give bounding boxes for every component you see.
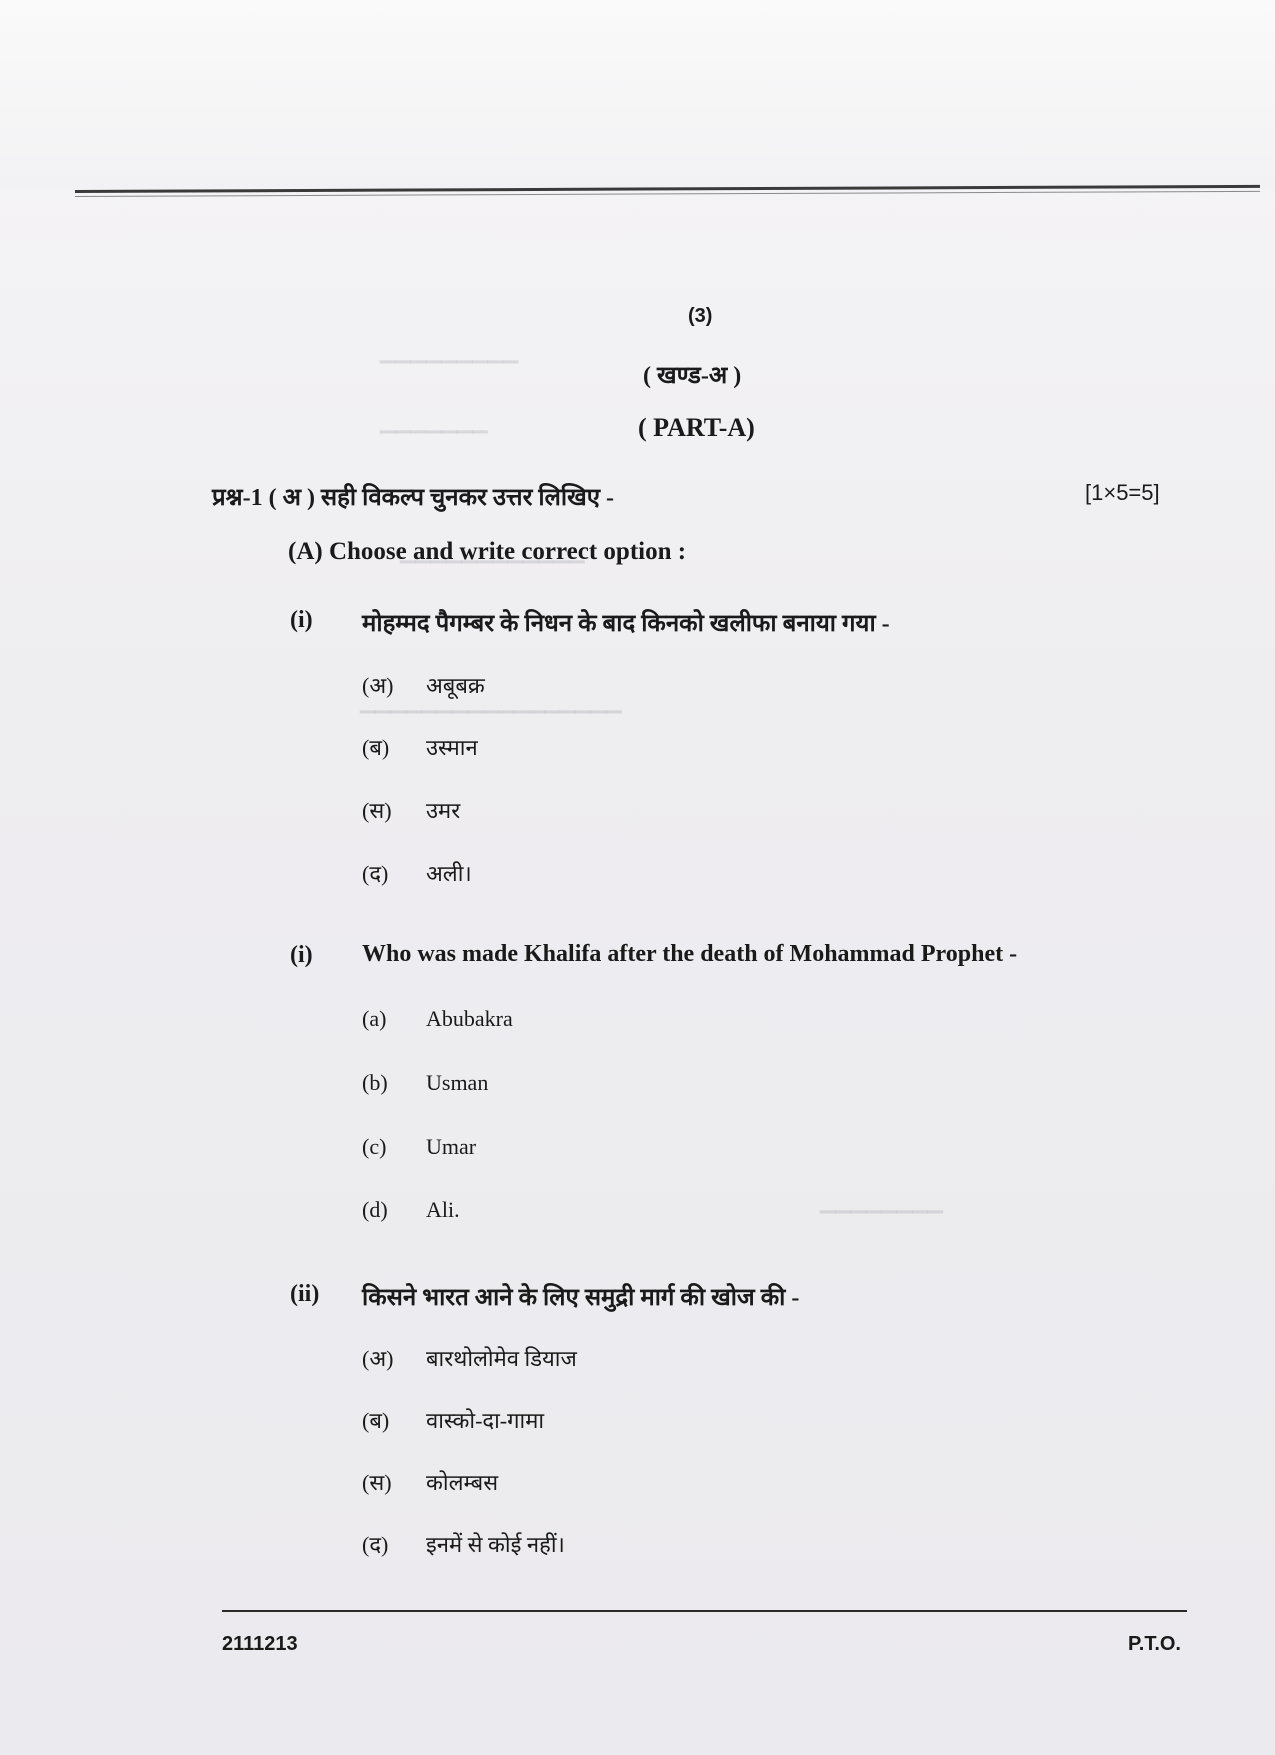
option-label: (ब) — [362, 1408, 390, 1433]
option-text: बारथोलोमेव डियाज — [426, 1346, 577, 1371]
option-text: इनमें से कोई नहीं। — [426, 1532, 565, 1557]
option-text: Usman — [426, 1070, 489, 1095]
question-1-prompt-english: (A) Choose and write correct option : — [288, 538, 687, 565]
option-label: (अ) — [362, 1346, 394, 1371]
question-text: किसने भारत आने के लिए समुद्री मार्ग की खोज की - — [362, 1285, 800, 1311]
question-number: (i) — [290, 942, 313, 968]
option-text: Umar — [426, 1134, 477, 1159]
marks-allocation: [1×5=5] — [1085, 480, 1160, 505]
section-title-hindi: ( खण्ड-अ ) — [643, 363, 742, 389]
section-title-english: ( PART-A) — [638, 413, 755, 442]
option-text: अबूबक्र — [426, 673, 485, 698]
question-1-prompt-hindi: प्रश्न-1 ( अ ) सही विकल्प चुनकर उत्तर लिखिए - — [212, 485, 614, 511]
bleed-through: ▔▔▔▔▔▔▔▔▔▔▔▔ — [400, 562, 585, 584]
page-number: (3) — [688, 305, 713, 327]
option-text: उमर — [426, 798, 461, 823]
footer-rule — [222, 1610, 1187, 1612]
paper-code: 2111213 — [222, 1633, 298, 1655]
option-label: (ब) — [362, 735, 390, 760]
option-label: (द) — [362, 861, 389, 886]
option-text: Abubakra — [426, 1006, 513, 1031]
option-label: (a) — [362, 1006, 387, 1031]
option-label: (b) — [362, 1070, 388, 1095]
question-number: (i) — [290, 607, 313, 633]
question-text: मोहम्मद पैगम्बर के निधन के बाद किनको खलीफा बनाया गया - — [362, 611, 890, 637]
option-label: (स) — [362, 1470, 392, 1495]
option-text: अली। — [426, 861, 472, 886]
option-text: उस्मान — [426, 735, 478, 760]
option-label: (द) — [362, 1532, 389, 1557]
option-text: वास्को-दा-गामा — [426, 1408, 545, 1433]
pto-label: P.T.O. — [1128, 1633, 1181, 1655]
bleed-through: ▔▔▔▔▔▔▔▔▔ — [380, 362, 519, 384]
bleed-through: ▔▔▔▔▔▔▔▔▔▔▔▔▔▔▔▔▔ — [360, 712, 622, 734]
option-label: (स) — [362, 798, 392, 823]
option-label: (d) — [362, 1197, 388, 1222]
option-label: (c) — [362, 1134, 387, 1159]
option-text: कोलम्बस — [426, 1470, 499, 1495]
bleed-through: ▔▔▔▔▔▔▔ — [380, 432, 488, 454]
question-text: Who was made Khalifa after the death of Mohammad Prophet - — [362, 941, 1018, 967]
question-number: (ii) — [290, 1281, 320, 1307]
option-label: (अ) — [362, 673, 394, 698]
page-top-shade — [0, 0, 1275, 190]
bleed-through: ▔▔▔▔▔▔▔▔ — [820, 1212, 944, 1234]
option-text: Ali. — [426, 1197, 460, 1222]
